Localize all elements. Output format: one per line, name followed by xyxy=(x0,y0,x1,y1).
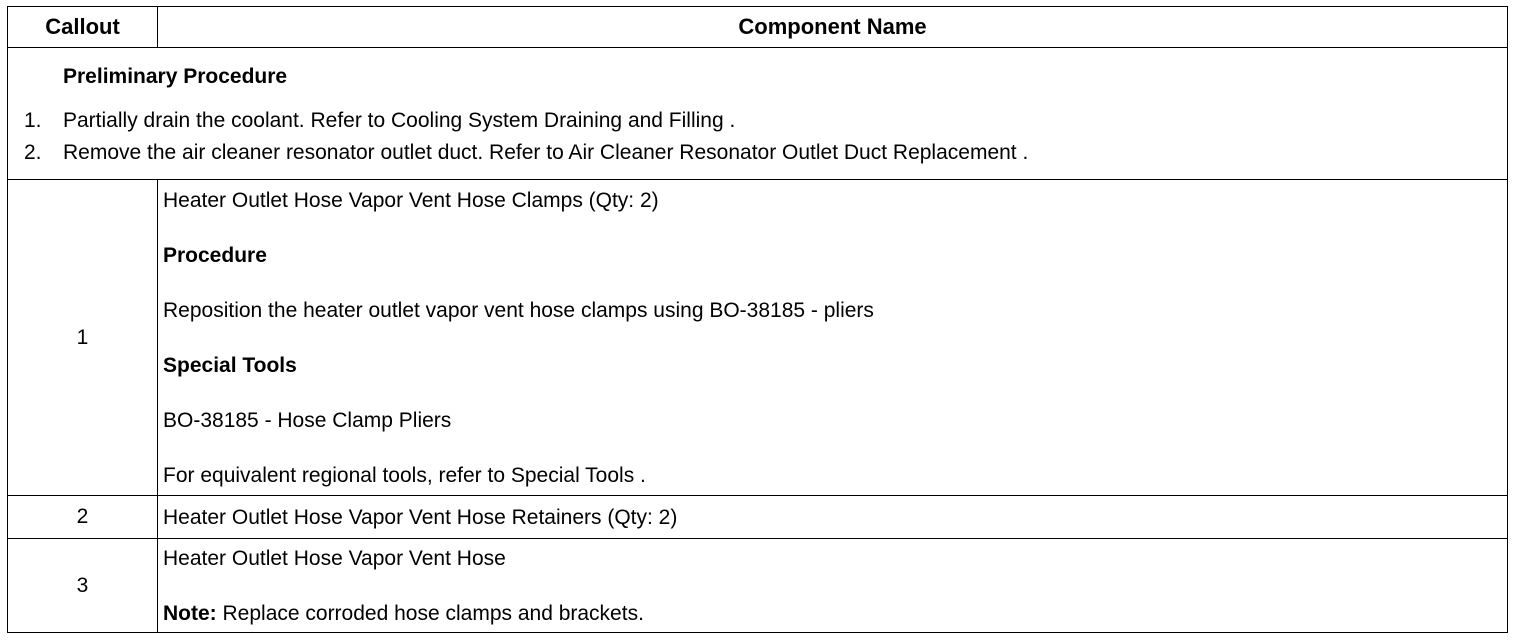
preliminary-step xyxy=(24,137,1507,169)
table-row xyxy=(8,539,1508,633)
special-tools-note: For equivalent regional tools, refer to Special Tools . xyxy=(163,463,646,487)
component-cell xyxy=(158,496,1508,539)
component-table xyxy=(7,6,1508,633)
special-tool: BO-38185 - Hose Clamp Pliers xyxy=(163,408,452,432)
special-tools-heading: Special Tools xyxy=(163,353,297,377)
header-callout: Callout xyxy=(8,7,158,48)
step-text: Remove the air cleaner resonator outlet duct. Refer to Air Cleaner Resonator Outlet Duct Replacement . xyxy=(63,140,1029,164)
callout-cell: 1 xyxy=(8,180,158,496)
note-text: Replace corroded hose clamps and brackets. xyxy=(216,601,644,625)
step-number: 2. xyxy=(24,140,42,164)
preliminary-cell xyxy=(8,48,1508,180)
component-cell xyxy=(158,539,1508,633)
component-cell xyxy=(158,180,1508,496)
preliminary-step xyxy=(24,105,1507,137)
component-name: Heater Outlet Hose Vapor Vent Hose Clamps (Qty: 2) xyxy=(163,188,659,212)
procedure-text: Reposition the heater outlet vapor vent hose clamps using BO-38185 - pliers xyxy=(163,298,874,322)
callout-cell: 2 xyxy=(8,496,158,539)
preliminary-row xyxy=(8,48,1508,180)
header-row xyxy=(8,7,1508,48)
table-row xyxy=(8,496,1508,539)
step-text: Partially drain the coolant. Refer to Cooling System Draining and Filling . xyxy=(63,108,736,132)
note-label: Note: xyxy=(163,601,217,625)
header-component-name: Component Name xyxy=(158,7,1508,48)
component-name: Heater Outlet Hose Vapor Vent Hose Retainers (Qty: 2) xyxy=(163,505,678,529)
note-line xyxy=(163,600,1507,627)
component-name: Heater Outlet Hose Vapor Vent Hose xyxy=(163,546,506,570)
step-number: 1. xyxy=(24,108,42,132)
table-row xyxy=(8,180,1508,496)
preliminary-title: Preliminary Procedure xyxy=(63,64,288,88)
callout-cell: 3 xyxy=(8,539,158,633)
procedure-heading: Procedure xyxy=(163,243,267,267)
